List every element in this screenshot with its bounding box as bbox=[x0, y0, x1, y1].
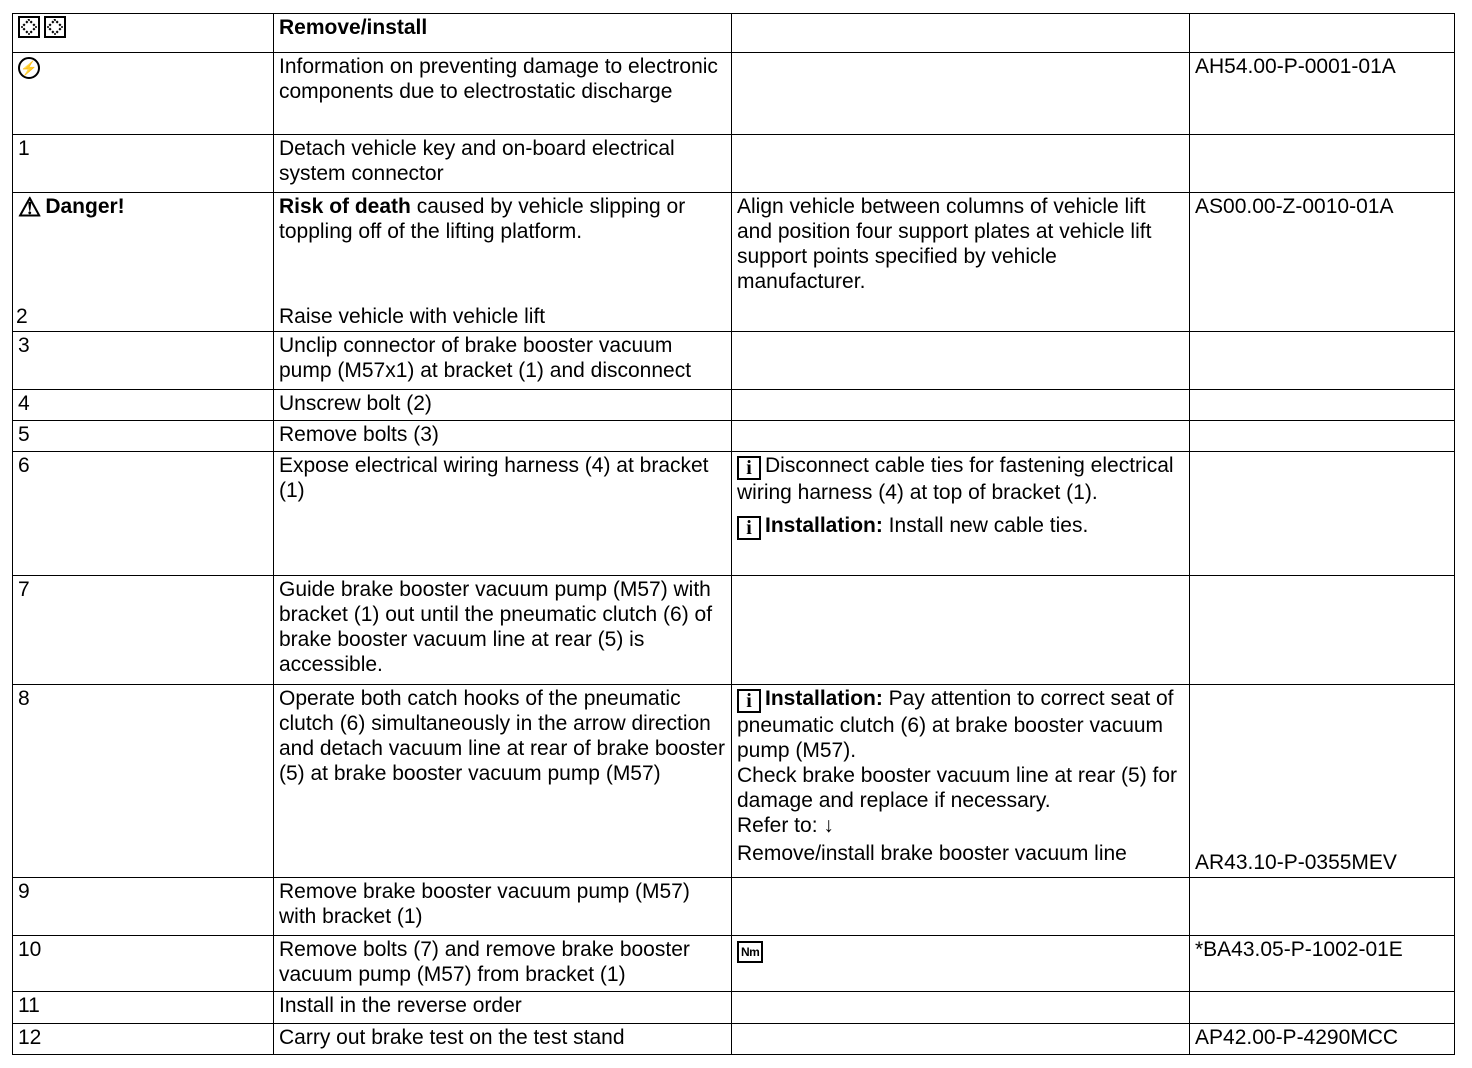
step-number: 3 bbox=[13, 332, 274, 390]
step-description: Operate both catch hooks of the pneumatic clutch (6) simultaneously in the arrow direction and detach vacuum line at rear of brake booster (5) at brake booster vacuum pump (M57) bbox=[274, 685, 732, 878]
step-number: 6 bbox=[13, 452, 274, 576]
refer-label: Refer to: bbox=[737, 814, 818, 837]
table-row bbox=[13, 992, 1455, 1024]
step-number: 11 bbox=[13, 992, 274, 1024]
step-description: Information on preventing damage to electronic components due to electrostatic discharge bbox=[274, 53, 732, 135]
step-description: Remove bolts (3) bbox=[274, 421, 732, 452]
danger-label: Danger! bbox=[45, 195, 125, 218]
header-title: Remove/install bbox=[274, 14, 732, 53]
table-row bbox=[13, 576, 1455, 685]
table-row bbox=[13, 53, 1455, 135]
info-icon: i bbox=[737, 689, 761, 713]
table-row bbox=[13, 1024, 1455, 1055]
step-description: Raise vehicle with vehicle lift bbox=[279, 305, 546, 328]
step-number: 2 bbox=[16, 305, 28, 328]
step-description: Remove brake booster vacuum pump (M57) with bracket (1) bbox=[274, 878, 732, 936]
reference-link[interactable]: AP42.00-P-4290MCC bbox=[1190, 1024, 1455, 1055]
step-description: Detach vehicle key and on-board electrical system connector bbox=[274, 135, 732, 193]
step-description: Install in the reverse order bbox=[274, 992, 732, 1024]
info-icon: i bbox=[737, 516, 761, 540]
danger-text: caused by vehicle slipping or toppling off of the lifting platform. bbox=[279, 195, 686, 243]
arrow-down-icon: ↓ bbox=[823, 814, 834, 837]
torque-nm-icon[interactable]: Nm bbox=[737, 941, 763, 963]
step-number: 8 bbox=[13, 685, 274, 878]
table-row bbox=[13, 135, 1455, 193]
table-row bbox=[13, 193, 1455, 332]
table-row bbox=[13, 421, 1455, 452]
step-description: Carry out brake test on the test stand bbox=[274, 1024, 732, 1055]
step-description: Expose electrical wiring harness (4) at bracket (1) bbox=[274, 452, 732, 576]
procedure-table bbox=[12, 13, 1455, 1055]
info-icon: i bbox=[737, 456, 761, 480]
esd-icon: ⚡ bbox=[18, 57, 40, 79]
step-description: Remove bolts (7) and remove brake booster vacuum pump (M57) from bracket (1) bbox=[274, 936, 732, 992]
step-number: 10 bbox=[13, 936, 274, 992]
step-number: 7 bbox=[13, 576, 274, 685]
step-description: Guide brake booster vacuum pump (M57) with bracket (1) out until the pneumatic clutch (6) of brake booster vacuum line at rear (5) is accessible. bbox=[274, 576, 732, 685]
step-description: Unscrew bolt (2) bbox=[274, 390, 732, 421]
step-number: 5 bbox=[13, 421, 274, 452]
expand-icon[interactable] bbox=[18, 16, 40, 38]
step-note: Install new cable ties. bbox=[882, 514, 1089, 537]
step-number: 9 bbox=[13, 878, 274, 936]
collapse-icon[interactable] bbox=[44, 16, 66, 38]
installation-label: Installation: bbox=[765, 514, 883, 537]
refer-item-link[interactable]: Remove/install brake booster vacuum line bbox=[737, 842, 1127, 865]
step-number: 4 bbox=[13, 390, 274, 421]
step-number: 12 bbox=[13, 1024, 274, 1055]
step-number: 1 bbox=[13, 135, 274, 193]
table-row bbox=[13, 390, 1455, 421]
table-row bbox=[13, 878, 1455, 936]
table-row bbox=[13, 936, 1455, 992]
step-note-check: Check brake booster vacuum line at rear (5) for damage and replace if necessary. bbox=[737, 764, 1178, 812]
table-row bbox=[13, 332, 1455, 390]
reference-link[interactable]: AH54.00-P-0001-01A bbox=[1190, 53, 1455, 135]
reference-link[interactable]: AS00.00-Z-0010-01A bbox=[1190, 193, 1455, 332]
warning-icon: ⚠ bbox=[18, 192, 42, 222]
step-note: Align vehicle between columns of vehicle lift and position four support plates at vehicle lift support points specified by vehicle manufacturer. bbox=[732, 193, 1190, 332]
table-row bbox=[13, 685, 1455, 878]
installation-label: Installation: bbox=[765, 687, 883, 710]
step-note: Disconnect cable ties for fastening electrical wiring harness (4) at top of bracket (1). bbox=[737, 454, 1174, 504]
step-description: Unclip connector of brake booster vacuum pump (M57x1) at bracket (1) and disconnect bbox=[274, 332, 732, 390]
danger-bold: Risk of death bbox=[279, 195, 411, 218]
step-note: Pay attention to correct seat of pneumatic clutch (6) at brake booster vacuum pump (M57). bbox=[737, 687, 1174, 762]
reference-link[interactable]: AR43.10-P-0355MEV bbox=[1195, 851, 1397, 874]
reference-link[interactable]: *BA43.05-P-1002-01E bbox=[1190, 936, 1455, 992]
table-header-row bbox=[13, 14, 1455, 53]
table-row bbox=[13, 452, 1455, 576]
